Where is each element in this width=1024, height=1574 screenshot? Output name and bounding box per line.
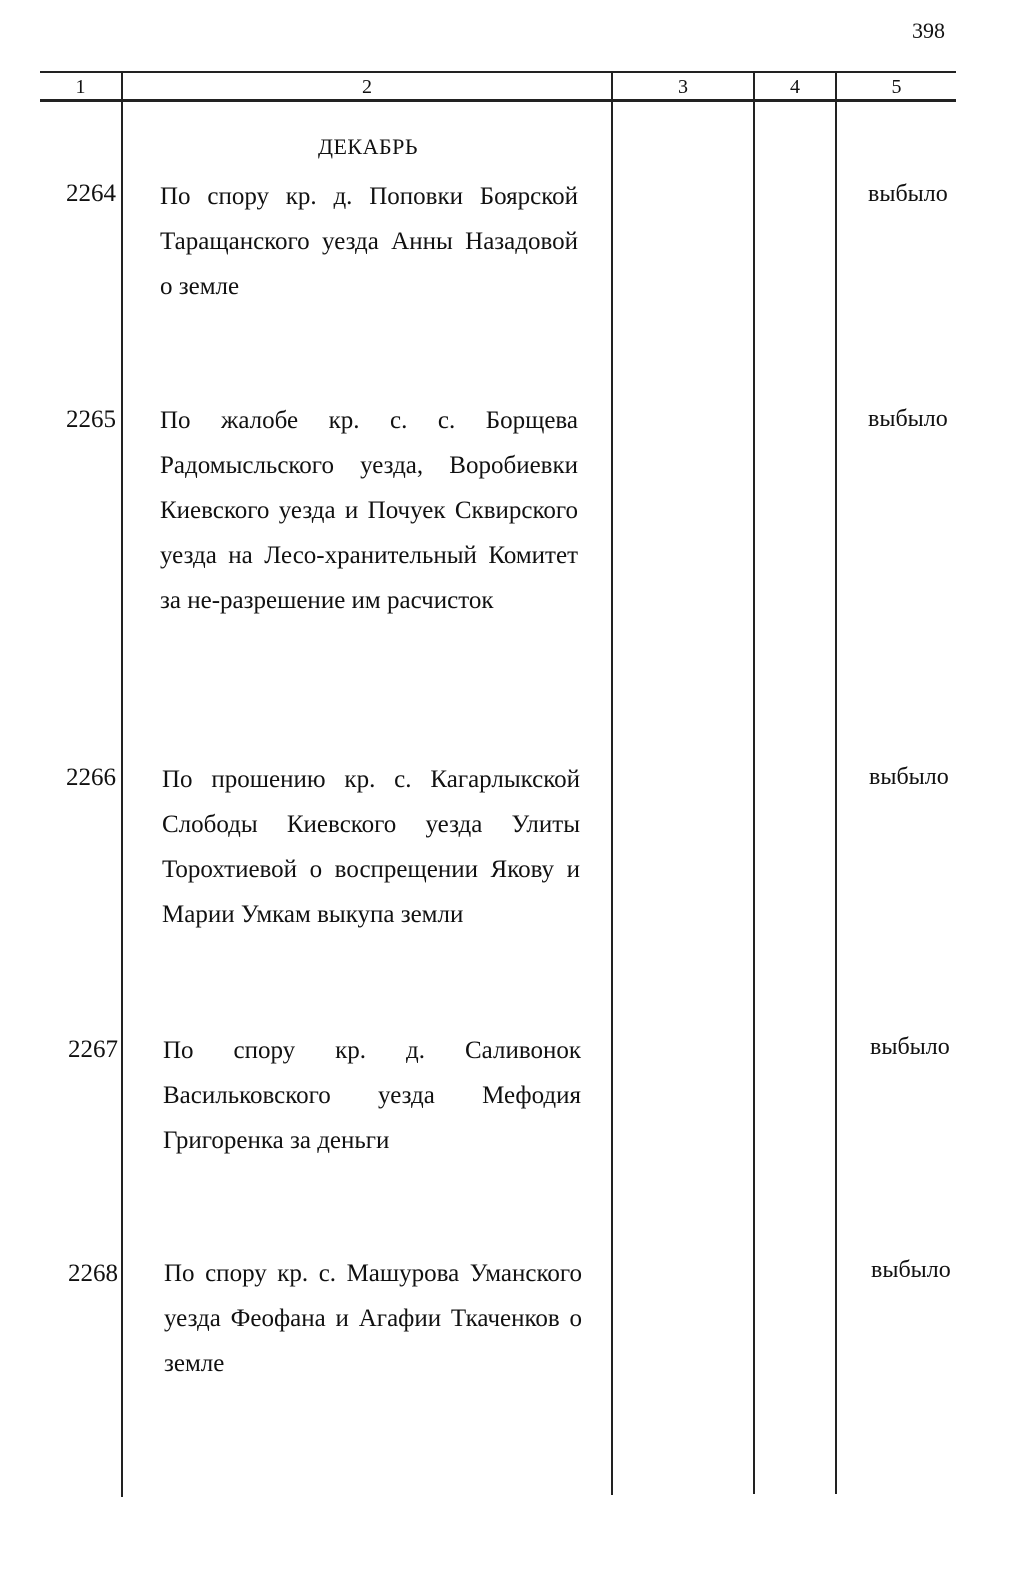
entry-number: 2268 xyxy=(68,1260,118,1287)
entry-number: 2264 xyxy=(66,180,116,207)
column-header-2: 2 xyxy=(362,76,372,98)
entry-status: выбыло xyxy=(869,764,949,790)
entry-description: По жалобе кр. с. с. Борщева Радомысльского уезда, Воробиевки Киевского уезда и Почуек Сквирского уезда на Лесо-хранительный Комитет за не-разрешение им расчисток xyxy=(160,407,578,614)
entry-status: выбыло xyxy=(870,1034,950,1060)
table-top-rule xyxy=(40,71,956,73)
entry-status: выбыло xyxy=(868,181,948,207)
entry-status: выбыло xyxy=(871,1257,951,1283)
entry-number: 2266 xyxy=(66,764,116,791)
entry-description: По прошению кр. с. Кагарлыкской Слободы Киевского уезда Улиты Торохтиевой о воспрещении Якову и Марии Умкам выкупа земли xyxy=(162,766,580,928)
column-header-3: 3 xyxy=(678,76,688,98)
column-header-4: 4 xyxy=(790,76,800,98)
column-header-5: 5 xyxy=(891,76,902,98)
entry-status: выбыло xyxy=(868,406,948,432)
column-divider-4 xyxy=(835,72,837,1494)
entry-description: По спору кр. с. Машурова Уманского уезда Феофана и Агафии Ткаченков о земле xyxy=(164,1260,582,1377)
entry-number: 2265 xyxy=(66,406,116,433)
page-number: 398 xyxy=(912,18,945,43)
column-divider-1 xyxy=(121,72,123,1497)
entry-description: По спору кр. д. Саливонок Васильковского уезда Мефодия Григоренка за деньги xyxy=(163,1037,581,1154)
entry-description: По спору кр. д. Поповки Боярской Таращанского уезда Анны Назадовой о земле xyxy=(160,183,578,300)
column-header-1: 1 xyxy=(75,76,86,98)
column-divider-2 xyxy=(611,72,613,1495)
section-title: ДЕКАБРЬ xyxy=(317,134,418,159)
entry-number: 2267 xyxy=(68,1036,118,1063)
column-divider-3 xyxy=(753,72,755,1494)
